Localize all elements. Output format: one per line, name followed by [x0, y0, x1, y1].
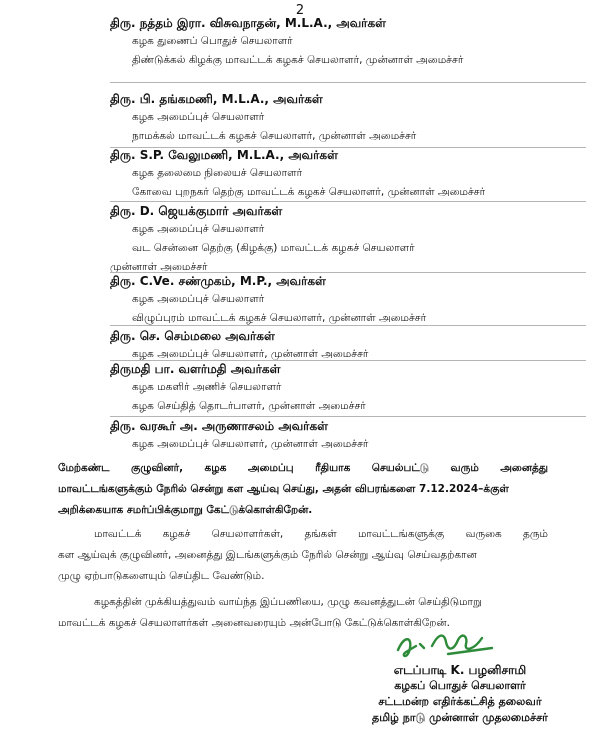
instruction-paragraph — [58, 458, 548, 521]
signatory-title: கழகப் பொதுச் செயலாளர் — [394, 679, 526, 692]
paragraph-line: அறிக்கையாக சமர்ப்பிக்குமாறு கேட்டுக்கொள்கிறேன். — [58, 504, 313, 516]
member-role: முன்னாள் அமைச்சர் — [110, 261, 208, 273]
page-number: 2 — [295, 3, 305, 18]
paragraph-line: கள ஆய்வுக் குழுவினர், அனைத்து இடங்களுக்கும் நேரில் சென்று ஆய்வு செய்வதற்கான — [58, 549, 477, 561]
member-role: கழக அமைப்புச் செயலாளர், முன்னாள் அமைச்சர் — [132, 348, 369, 360]
signature-block — [335, 662, 585, 726]
signatory-name: எடப்பாடி K. பழனிசாமி — [393, 663, 527, 677]
signatory-title: சட்டமன்ற எதிர்க்கட்சித் தலைவர் — [378, 695, 542, 708]
member-name: திரு. S.P. வேலுமணி, M.L.A., அவர்கள் — [110, 148, 338, 162]
paragraph-line: மாவட்டக் கழகச் செயலாளர்கள் அனைவரையும் அன்போடு கேட்டுக்கொள்கிறேன். — [58, 617, 450, 629]
member-role: திண்டுக்கல் கிழக்கு மாவட்டக் கழகச் செயலாளர், முன்னாள் அமைச்சர் — [132, 54, 464, 66]
separator-line — [110, 416, 586, 417]
member-role: கழக தலைமை நிலையச் செயலாளர் — [132, 167, 303, 179]
member-name: திரு. C.Ve. சண்முகம், M.P., அவர்கள் — [110, 274, 326, 288]
paragraph-line: மாவட்டக் கழகச் செயலாளர்கள், தங்கள் மாவட்டங்களுக்கு வருகை தரும் — [94, 528, 548, 540]
separator-line — [110, 201, 586, 202]
member-entry — [110, 203, 580, 275]
member-entry — [110, 147, 580, 200]
member-role: நாமக்கல் மாவட்டக் கழகச் செயலாளர், முன்னாள் அமைச்சர் — [132, 130, 417, 142]
member-role: கழக அமைப்புச் செயலாளர், முன்னாள் அமைச்சர் — [132, 438, 369, 450]
instruction-paragraph — [58, 524, 548, 587]
member-entry — [110, 15, 580, 68]
paragraph-line: மாவட்டங்களுக்கும் நேரில் சென்று கள ஆய்வு செய்து, அதன் விபரங்களை 7.12.2024–க்குள் — [58, 483, 509, 495]
separator-line — [110, 325, 586, 326]
member-role: கழக மகளிர் அணிச் செயலாளர் — [132, 381, 282, 393]
member-role: கழக துணைப் பொதுச் செயலாளர் — [132, 35, 293, 47]
member-entry — [110, 91, 580, 144]
member-role: விழுப்புரம் மாவட்டக் கழகச் செயலாளர், முன்னாள் அமைச்சர் — [132, 312, 427, 324]
member-name: திரு. பி. தங்கமணி, M.L.A., அவர்கள் — [110, 92, 323, 106]
member-entry — [110, 361, 580, 414]
member-entry — [110, 328, 580, 362]
member-role: கழக அமைப்புச் செயலாளர் — [132, 223, 265, 235]
member-role: கழக அமைப்புச் செயலாளர் — [132, 293, 265, 305]
member-role: வட சென்னை தெற்கு (கிழக்கு) மாவட்டக் கழகச் செயலாளர் — [132, 242, 415, 254]
member-role: கோவை புறநகர் தெற்கு மாவட்டக் கழகச் செயலாளர், முன்னாள் அமைச்சர் — [132, 186, 486, 198]
member-entry — [110, 273, 580, 326]
separator-line — [110, 82, 586, 83]
paragraph-line: முழு ஏற்பாடுகளையும் செய்திட வேண்டும். — [58, 570, 265, 582]
signature-image — [392, 628, 502, 662]
paragraph-line: கழகத்தின் முக்கியத்துவம் வாய்ந்த இப்பணியை, முழு கவனத்துடன் செய்திடுமாறு — [94, 596, 482, 608]
member-name: திரு. செ. செம்மலை அவர்கள் — [110, 329, 275, 343]
member-entry — [110, 418, 580, 452]
member-name: திரு. D. ஜெயக்குமார் அவர்கள் — [110, 204, 283, 218]
signatory-title: தமிழ் நாடு முன்னாள் முதலமைச்சர் — [372, 711, 548, 724]
paragraph-line: மேற்கண்ட குழுவினர், கழக அமைப்பு ரீதியாக செயல்பட்டு வரும் அனைத்து — [58, 462, 548, 474]
member-name: திரு. வரகூர் அ. அருணாசலம் அவர்கள் — [110, 419, 328, 433]
member-name: திரு. நத்தம் இரா. விசுவநாதன், M.L.A., அவர்கள் — [110, 16, 386, 30]
member-role: கழக செய்தித் தொடர்பாளர், முன்னாள் அமைச்சர் — [132, 400, 366, 412]
member-role: கழக அமைப்புச் செயலாளர் — [132, 111, 265, 123]
member-name: திருமதி பா. வளர்மதி அவர்கள் — [110, 362, 281, 376]
